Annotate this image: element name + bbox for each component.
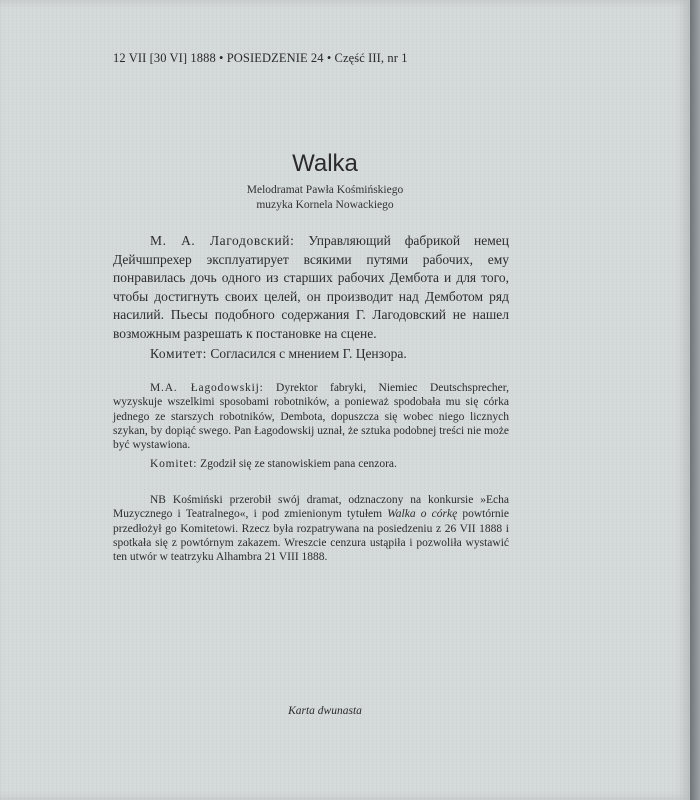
polish-committee-text: Zgodził się ze stanowiskiem pana cenzora. <box>197 458 397 470</box>
page-footer: Karta dwunasta <box>288 705 362 717</box>
polish-censor-paragraph <box>113 381 509 452</box>
polish-committee-label: Komitet: <box>150 458 198 470</box>
running-header: 12 VII [30 VI] 1888 • POSIEDZENIE 24 • Część III, nr 1 <box>113 51 408 65</box>
subtitle-author: Melodramat Pawła Kośmińskiego <box>246 184 404 196</box>
nb-note-text-2: powtórnie przedłożył go Komitetowi. Rzecz była rozpatrywana na posiedzeniu z 26 VII 1888 i spotkała się z powtórnym zakazem. Wreszcie cenzura ustąpiła i pozwoliła wystawić ten utwór w teatrzyku Alhambra 21 VIII 1888. <box>113 508 509 564</box>
russian-censor-paragraph <box>113 232 509 343</box>
russian-committee-text: Согласился с мнением Г. Цензора. <box>206 346 407 361</box>
polish-censor-text: Dyrektor fabryki, Niemiec Deutschsprecher, wyzyskuje wszelkimi sposobami robotników, a ponieważ spodobała mu się córka jednego ze starszych robotników, Dembota, dopuszcza się wobec niego licznych szykan, by dopiąć swego. Pan Łagodowskij uznał, że sztuka podobnej treści nie może być wystawiona. <box>113 382 509 452</box>
polish-committee-paragraph <box>113 457 509 471</box>
subtitle-composer: muzyka Kornela Nowackiego <box>256 199 394 211</box>
russian-censor-name: М. А. Лагодовский: <box>150 233 295 248</box>
nb-note-title: Walka o córkę <box>387 508 458 521</box>
nb-note-paragraph <box>113 493 509 564</box>
russian-censor-text: Управляющий фабрикой немец Дейчшпрехер эксплуатирует всякими путями рабочих, ему понравилась дочь одного из старших рабочих Дембота и для того, чтобы достигнуть своих целей, он производит над Демботом ряд насилий. Пьесы подобного содержания Г. Лагодовский не нашел возможным разрешать к постановке на сцене. <box>113 233 509 341</box>
polish-censor-name: M.A. Łagodowskij: <box>150 382 264 394</box>
nb-note-text-1: NB Kośmiński przerobił swój dramat, odznaczony na konkursie »Echa Muzycznego i Teatralnego«, i pod zmienionym tytułem <box>113 494 509 521</box>
russian-committee-paragraph <box>113 345 509 364</box>
russian-committee-label: Комитет: <box>150 346 207 361</box>
page-edge <box>690 0 700 800</box>
play-title: Walka <box>292 150 358 177</box>
